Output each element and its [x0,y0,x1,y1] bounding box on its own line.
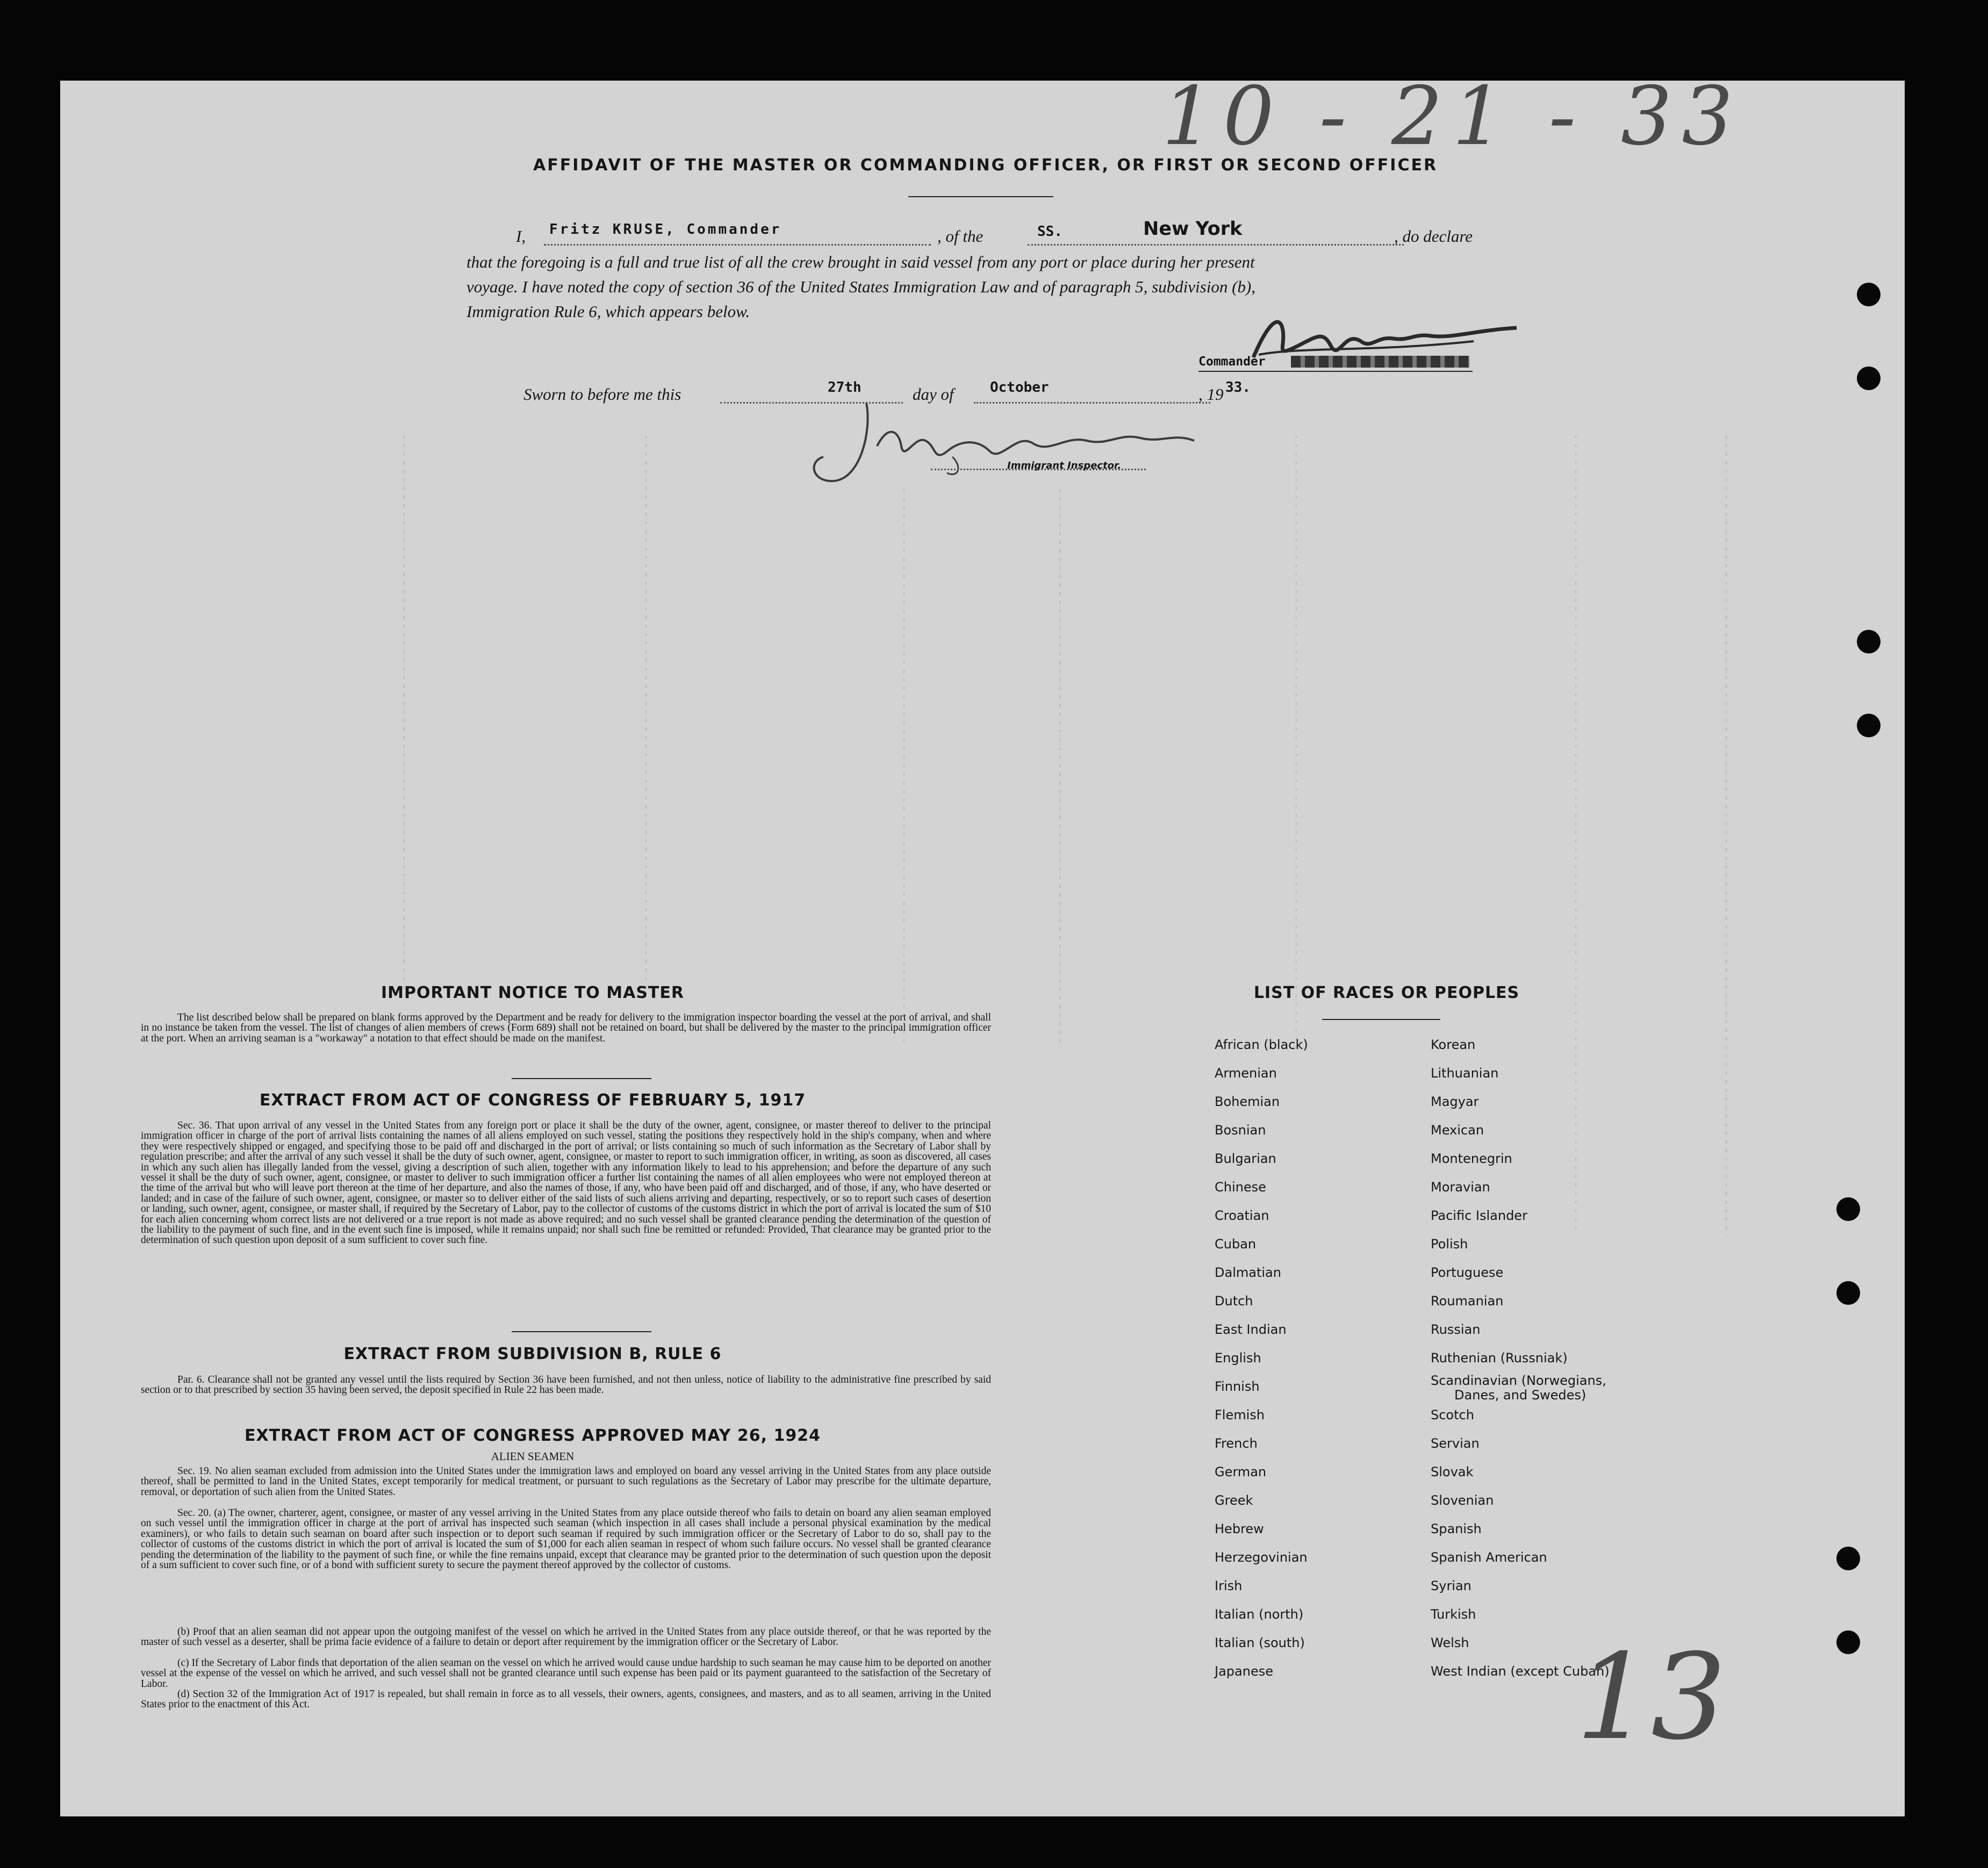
inspector-signature [786,382,1248,494]
affidavit-i: I, [516,227,526,246]
race-item: Scotch [1431,1407,1474,1422]
race-item: Russian [1431,1322,1481,1337]
act-1924-sec-20d: (d) Section 32 of the Immigration Act of 1917 is repealed, but shall remain in force as to all vessels, their owners, agents, consignees, and masters, and as to all seamen, arriving in the United States prior to the enactment of this Act. [141,1689,991,1711]
act-1917-divider [512,1331,651,1332]
race-item: Slovenian [1431,1493,1494,1508]
sworn-text: Sworn to before me this [523,385,681,404]
races-title: LIST OF RACES OR PEOPLES [1253,983,1520,1002]
notice-text: The list described below shall be prepared on blank forms approved by the Department and be ready for delivery to the immigration inspector boarding the vessel at the port of arrival, and shall in no instance be taken from the vessel. The list of changes of alien members of crews (Form 689) shall not be retained on board, but shall be delivered by the master to the principal immigration officer at the port. When an arriving seaman is a "workaway" a notation to that effect should be made on the manifest. [141,1012,991,1044]
race-item: Dutch [1215,1294,1253,1309]
race-item: Lithuanian [1431,1066,1499,1081]
race-item: Bohemian [1215,1094,1280,1109]
handwritten-date: 10 - 21 - 33 [1162,81,1743,163]
affidavit-line-2: that the foregoing is a full and true list of all the crew brought in said vessel from any port or place during her present [467,253,1255,271]
race-item: Japanese [1215,1664,1273,1679]
race-item: West Indian (except Cuban) [1431,1664,1610,1679]
race-item: Spanish American [1431,1550,1547,1565]
act-1924-sec-20b: (b) Proof that an alien seaman did not appear upon the outgoing manifest of the vessel on which he arrived in the United States from any place outside thereof, or that he was reported by the master of such vessel as a deserter, shall be prima facie evidence of a failure to detain or deport after requirement by the immigration officer or the Secretary of Labor. [141,1626,991,1648]
officer-name: Fritz KRUSE, Commander [549,221,782,238]
race-item: Italian (south) [1215,1635,1305,1650]
act-1924-title: EXTRACT FROM ACT OF CONGRESS APPROVED MAY 26, 1924 [245,1426,821,1445]
act-1917-text: Sec. 36. That upon arrival of any vessel in the United States from any foreign port or place it shall be the duty of the owner, agent, consignee, or master thereof to deliver to the principal immigration officer in charge of the port of arrival lists containing the names of all aliens employed on such vessel, stating the positions they respectively hold in the ship's company, when and where they were respectively shipped or engaged, and specifying those to be paid off and discharged in the port of arrival; or lists containing so much of such information as the Secretary of Labor shall by regulation prescribe; and after the arrival of any such vessel it shall be the duty of such owner, agent, consignee, or master to report to such immigration officer, in writing, as soon as discovered, all cases in which any such alien has illegally landed from the vessel, giving a description of such alien, together with any information likely to lead to his apprehension; and before the departure of any such vessel it shall be the duty of such owner, agent, consignee, or master to deliver to such immigration officer a further list containing the names of all alien employees who were not employed thereon at the time of the arrival but who will leave port thereon at the time of her departure, and also the names of those, if any, who have been paid off and discharged, and of those, if any, who have deserted or landed; and in case of the failure of such owner, agent, consignee, or master so to deliver either of the said lists of such aliens arriving and departing, respectively, or so to report such cases of desertion or landing, such owner, agent, consignee, or master shall, if required by the Secretary of Labor, pay to the collector of customs of the customs district in which the port of arrival is located the sum of $10 for each alien concerning whom correct lists are not delivered or a true report is not made as above required; and no such vessel shall be granted clearance pending the determination of the question of the liability to the payment of such fine, and in the event such fine is imposed, while it remains unpaid; nor shall such fine be remitted or refunded: Provided, That clearance may be granted prior to the determination of such question upon deposit of a sum sufficient to cover such fine. [141,1120,991,1246]
race-item: Croatian [1215,1208,1269,1223]
officer-name-line [544,244,931,246]
notice-title: IMPORTANT NOTICE TO MASTER [381,983,684,1002]
manifest-page [60,81,1905,1816]
punch-hole [1836,1281,1860,1305]
punch-hole [1836,1197,1860,1221]
year-suffix: 33. [1225,379,1251,396]
race-item: Servian [1431,1436,1480,1451]
race-item: Scandinavian (Norwegians, [1431,1373,1606,1388]
race-item: French [1215,1436,1258,1451]
inspector-title: Immigrant Inspector. [1007,460,1122,471]
notice-divider [512,1078,651,1079]
race-item: Greek [1215,1493,1253,1508]
race-item: East Indian [1215,1322,1287,1337]
race-item: Danes, and Swedes) [1454,1388,1587,1403]
vessel-name: New York [1143,218,1243,240]
race-item: Turkish [1431,1607,1476,1622]
act-1924-sec-20c: (c) If the Secretary of Labor finds that deportation of the alien seaman on the vessel on which he arrived would cause undue hardship to such seaman he may cause him to be deported on another vessel at the expense of the vessel on which he arrived, and such vessel shall not be granted clearance until such expense has been paid or its payment guaranteed to the satisfaction of the Secretary of Labor. [141,1657,991,1690]
race-item: Cuban [1215,1237,1257,1252]
race-item: English [1215,1350,1261,1366]
race-item: Moravian [1431,1180,1490,1195]
affidavit-line-3: voyage. I have noted the copy of section 36 of the United States Immigration Law and of paragraph 5, subdivision (b), [467,277,1255,296]
race-item: Finnish [1215,1379,1260,1394]
race-item: Welsh [1431,1635,1469,1650]
affidavit-do-declare: , do declare [1394,227,1473,246]
race-item: Slovak [1431,1464,1474,1479]
race-item: African (black) [1215,1037,1308,1052]
race-item: Irish [1215,1578,1243,1593]
rule-6-text: Par. 6. Clearance shall not be granted any vessel until the lists required by Section 36 have been furnished, and not then unless, notice of liability to the administrative fine prescribed by said section or to that prescribed by section 35 having been served, the deposit specified in Rule 22 has been made. [141,1374,991,1396]
act-1917-title: EXTRACT FROM ACT OF CONGRESS OF FEBRUARY 5, 1917 [259,1091,806,1110]
affidavit-line-4: Immigration Rule 6, which appears below. [467,302,750,321]
punch-hole [1857,283,1881,306]
race-item: Korean [1431,1037,1476,1052]
race-item: Armenian [1215,1066,1277,1081]
race-item: Pacific Islander [1431,1208,1527,1223]
sworn-day: 27th [828,379,862,396]
act-1924-subtitle: ALIEN SEAMEN [491,1450,575,1463]
race-item: Roumanian [1431,1294,1504,1309]
punch-hole [1857,714,1881,737]
affidavit-title: AFFIDAVIT OF THE MASTER OR COMMANDING OFFICER, OR FIRST OR SECOND OFFICER [533,156,1438,175]
punch-hole [1857,630,1881,653]
struck-out-officer-options [1291,356,1469,368]
signature-line [1198,371,1473,372]
signer-title: Commander [1198,355,1266,369]
handwritten-page-number: 13 [1576,1628,1726,1766]
race-item: Magyar [1431,1094,1479,1109]
race-item: Flemish [1215,1407,1265,1422]
race-item: Spanish [1431,1521,1482,1536]
race-item: Herzegovinian [1215,1550,1308,1565]
year-prefix: , 19 [1198,385,1224,404]
race-item: Ruthenian (Russniak) [1431,1350,1568,1366]
punch-hole [1857,367,1881,390]
punch-hole [1836,1630,1860,1654]
race-item: Montenegrin [1431,1151,1512,1166]
race-item: Chinese [1215,1180,1266,1195]
vessel-prefix: SS. [1037,224,1063,240]
race-item: Mexican [1431,1123,1484,1138]
race-item: Dalmatian [1215,1265,1281,1280]
race-item: Bosnian [1215,1123,1266,1138]
title-underline [908,196,1053,197]
races-underline [1322,1019,1440,1020]
act-1924-sec-20a: Sec. 20. (a) The owner, charterer, agent, consignee, or master of any vessel arriving in the United States from any place outside thereof who fails to detain on board any alien seaman employed on such vessel until the immigration officer in charge at the port of arrival has inspected such seaman (which inspection in all cases shall include a personal physical examination by the medical examiners), or who fails to detain such seaman on board after such inspection or to deport such seaman if required by such immigration officer or the Secretary of Labor to do so, shall pay to the collector of customs of the customs district in which the port of arrival is located the sum of $1,000 for each alien seaman in respect of whom such failure occurs. No vessel shall be granted clearance pending the determination of the liability to the payment of such fine, or while the fine remains unpaid, except that clearance may be granted prior to the determination of such question upon the deposit of a sum sufficient to cover such fine, or of a bond with sufficient surety to secure the payment thereof approved by the collector of customs. [141,1507,991,1571]
race-item: Portuguese [1431,1265,1504,1280]
vessel-name-line [1028,244,1404,246]
act-1924-sec-19: Sec. 19. No alien seaman excluded from admission into the United States under the immigration laws and employed on board any vessel arriving in the United States from any place outside thereof, shall be permitted to land in the United States, except temporarily for medical treatment, or pursuant to such regulations as the Secretary of Labor may prescribe for the ultimate departure, removal, or deportation of such alien from the United States. [141,1465,991,1498]
affidavit-of-the: , of the [937,227,984,246]
race-item: Syrian [1431,1578,1472,1593]
race-item: Bulgarian [1215,1151,1276,1166]
punch-hole [1836,1547,1860,1570]
race-item: Hebrew [1215,1521,1264,1536]
race-item: Italian (north) [1215,1607,1304,1622]
race-item: Polish [1431,1237,1468,1252]
race-item: German [1215,1464,1267,1479]
sworn-month: October [990,379,1049,396]
rule-6-title: EXTRACT FROM SUBDIVISION B, RULE 6 [343,1345,722,1363]
day-of: day of [913,385,954,404]
